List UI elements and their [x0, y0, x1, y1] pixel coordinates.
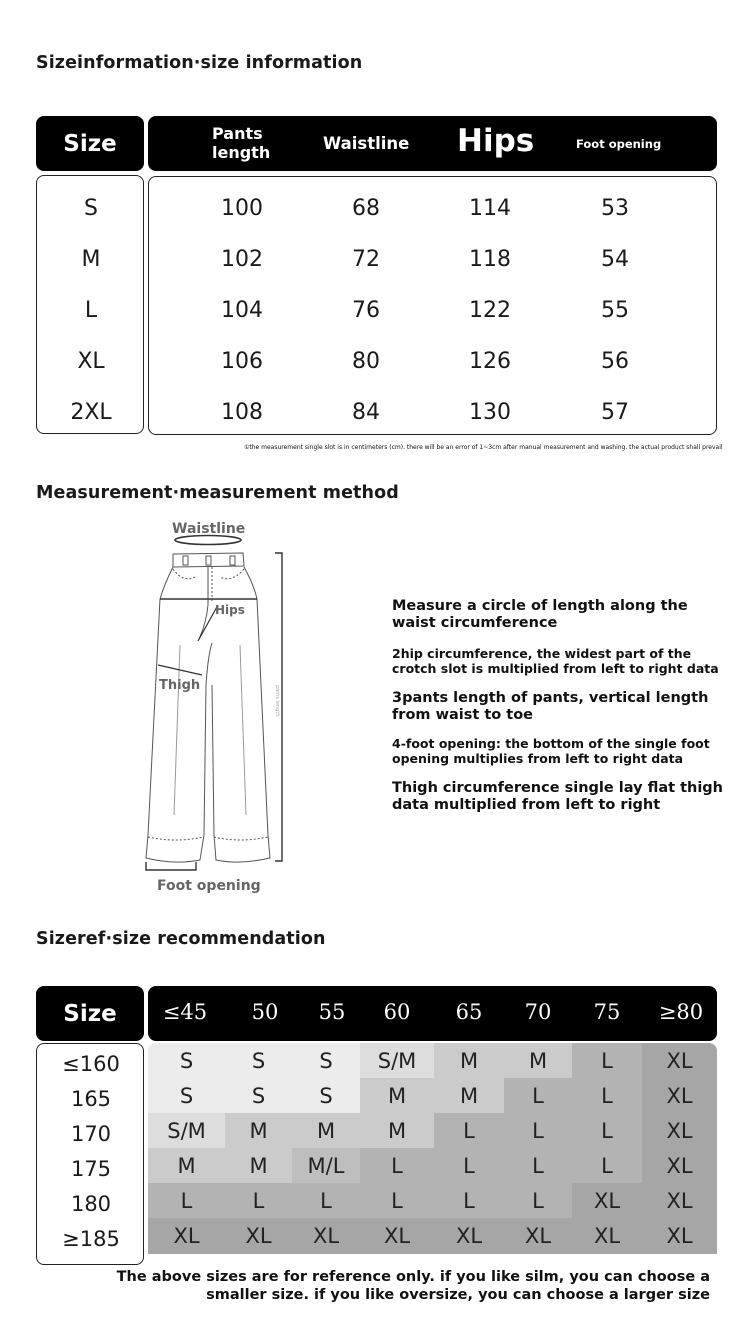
hips-value: 126 [469, 349, 511, 374]
measurement-title: Measurement·measurement method [36, 483, 399, 503]
size-recommendation-cell: S [148, 1078, 225, 1113]
height-label: 180 [70, 1192, 112, 1216]
weight-header-label: 55 [318, 1000, 346, 1024]
height-label: ≥185 [62, 1227, 120, 1251]
size-recommendation-cell: XL [642, 1218, 717, 1254]
foot-opening-value: 56 [601, 349, 629, 374]
size-recommendation-cell: S [292, 1043, 360, 1078]
pants-length-value: 106 [221, 349, 263, 374]
foot-opening-value: 54 [601, 247, 629, 272]
size-recommendation-cell: M [360, 1113, 434, 1148]
measurement-header-bar [148, 116, 717, 171]
waistline-value: 84 [352, 400, 380, 425]
height-label: ≤160 [62, 1052, 120, 1076]
size-recommendation-cell: L [504, 1078, 572, 1113]
recommendation-grid [148, 1043, 717, 1264]
size-recommendation-cell: XL [148, 1218, 225, 1254]
size-recommendation-cell: L [360, 1148, 434, 1183]
diagram-waistline-label: Waistline [172, 521, 246, 537]
size-recommendation-cell: S [292, 1078, 360, 1113]
diagram-hips-label: Hips [215, 603, 245, 617]
pants-length-header: Pants length [212, 124, 271, 162]
measurement-table-body [148, 176, 717, 435]
hips-value: 122 [469, 298, 511, 323]
measure-step-1: Measure a circle of length along the waist circumference [392, 598, 688, 631]
size-recommendation-cell: L [292, 1183, 360, 1218]
size-label: XL [77, 349, 105, 374]
weight-header-label: ≤45 [162, 1000, 208, 1024]
height-label: 165 [70, 1087, 112, 1111]
size-recommendation-cell: L [360, 1183, 434, 1218]
size-recommendation-cell: M [434, 1078, 504, 1113]
hips-header: Hips [457, 123, 535, 159]
size-recommendation-cell: L [225, 1183, 292, 1218]
size-recommendation-cell: M [504, 1043, 572, 1078]
size-recommendation-cell: L [504, 1148, 572, 1183]
recommendation-title: Sizeref·size recommendation [36, 929, 326, 949]
size-recommendation-cell: XL [572, 1183, 642, 1218]
weight-header-label: 50 [251, 1000, 279, 1024]
size-label: 2XL [70, 400, 112, 425]
measure-step-3: 3pants length of pants, vertical length from waist to toe [392, 690, 709, 723]
size-recommendation-cell: L [504, 1113, 572, 1148]
footer-line: smaller size. if you like oversize, you can choose a larger size [206, 1287, 710, 1303]
pants-length-value: 100 [221, 196, 263, 221]
waistline-value: 76 [352, 298, 380, 323]
size-recommendation-cell: XL [292, 1218, 360, 1254]
waistline-value: 80 [352, 349, 380, 374]
size-recommendation-cell: S/M [360, 1043, 434, 1078]
size-info-title: Sizeinformation·size information [36, 53, 363, 73]
size-recommendation-cell: XL [642, 1183, 717, 1218]
size-recommendation-cell: M [434, 1043, 504, 1078]
size-recommendation-cell: XL [225, 1218, 292, 1254]
size-recommendation-cell: M [225, 1148, 292, 1183]
measure-step-4: 4-foot opening: the bottom of the single foot opening multiplies from left to right data [392, 736, 710, 766]
size-recommendation-cell: L [504, 1183, 572, 1218]
waistline-value: 72 [352, 247, 380, 272]
measure-step-2: 2hip circumference, the widest part of the crotch slot is multiplied from left to right data [392, 646, 719, 676]
size-recommendation-cell: L [434, 1183, 504, 1218]
pants-length-value: 104 [221, 298, 263, 323]
recommendation-corner-cell: Size [36, 986, 144, 1041]
size-label: L [84, 298, 98, 323]
size-recommendation-cell: M [225, 1113, 292, 1148]
weight-header-label: 65 [455, 1000, 483, 1024]
foot-opening-value: 53 [601, 196, 629, 221]
size-recommendation-cell: L [434, 1148, 504, 1183]
foot-opening-header: Foot opening [576, 137, 662, 151]
waistline-header: Waistline [323, 134, 410, 153]
height-label: 170 [70, 1122, 112, 1146]
size-recommendation-cell: XL [642, 1113, 717, 1148]
size-recommendation-cell: L [148, 1183, 225, 1218]
size-recommendation-cell: M [360, 1078, 434, 1113]
size-recommendation-cell: M [292, 1113, 360, 1148]
hips-value: 118 [469, 247, 511, 272]
size-column [36, 175, 144, 434]
weight-header-label: 70 [524, 1000, 552, 1024]
weight-header-label: 75 [593, 1000, 621, 1024]
waistline-value: 68 [352, 196, 380, 221]
size-recommendation-cell: XL [572, 1218, 642, 1254]
size-label: S [84, 196, 98, 221]
foot-opening-value: 57 [601, 400, 629, 425]
size-recommendation-cell: S [225, 1043, 292, 1078]
size-recommendation-cell: L [572, 1113, 642, 1148]
size-header-cell: Size [36, 116, 144, 171]
size-recommendation-cell: XL [360, 1218, 434, 1254]
size-recommendation-cell: L [572, 1043, 642, 1078]
size-recommendation-cell: XL [504, 1218, 572, 1254]
height-column [36, 1043, 144, 1265]
hips-value: 130 [469, 400, 511, 425]
diagram-foot-opening-label: Foot opening [157, 878, 261, 894]
size-recommendation-cell: L [434, 1113, 504, 1148]
size-recommendation-cell: S [225, 1078, 292, 1113]
size-recommendation-cell: XL [642, 1148, 717, 1183]
hips-value: 114 [469, 196, 511, 221]
foot-opening-value: 55 [601, 298, 629, 323]
size-recommendation-cell: S/M [148, 1113, 225, 1148]
size-recommendation-cell: L [572, 1148, 642, 1183]
footer-line: The above sizes are for reference only. if you like silm, you can choose a [116, 1269, 710, 1285]
weight-header-label: 60 [383, 1000, 411, 1024]
measure-step-5: Thigh circumference single lay flat thigh data multiplied from left to right [392, 780, 724, 813]
size-recommendation-cell: XL [642, 1078, 717, 1113]
size-recommendation-cell: XL [434, 1218, 504, 1254]
recommendation-footer [110, 1268, 710, 1304]
size-recommendation-cell: XL [642, 1043, 717, 1078]
diagram-thigh-label: Thigh [159, 678, 201, 693]
pants-diagram [140, 515, 300, 900]
size-recommendation-cell: L [572, 1078, 642, 1113]
size-label: M [81, 247, 101, 272]
height-label: 175 [70, 1157, 112, 1181]
weight-header-bar [148, 986, 717, 1041]
size-recommendation-cell: M/L [292, 1148, 360, 1183]
pants-length-value: 108 [221, 400, 263, 425]
pants-length-value: 102 [221, 247, 263, 272]
size-recommendation-cell: S [148, 1043, 225, 1078]
diagram-length-label: pants length [274, 685, 280, 717]
size-recommendation-cell: M [148, 1148, 225, 1183]
measurement-note: ①the measurement single slot is in centimeters (cm). there will be an error of 1~3cm after manual measurement and washing. the actual product shall prevail [244, 444, 723, 451]
weight-header-label: ≥80 [658, 1000, 704, 1024]
